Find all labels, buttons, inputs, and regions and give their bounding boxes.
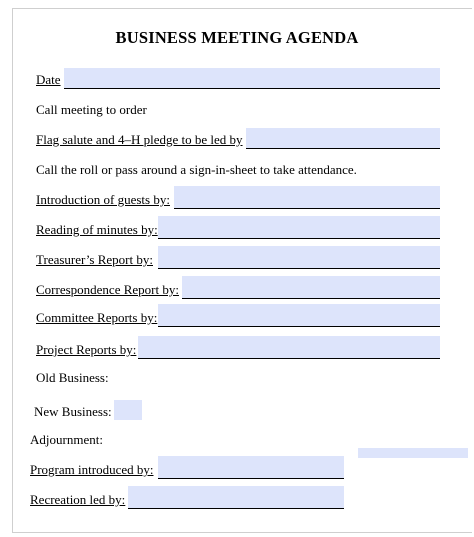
agenda-item-flag-salute: [36, 130, 442, 150]
minutes-label: Reading of minutes by:: [36, 222, 158, 237]
agenda-item-guests: [36, 190, 442, 210]
committee-field[interactable]: [158, 304, 440, 326]
correspondence-field[interactable]: [182, 276, 440, 298]
roll-call-label: Call the roll or pass around a sign-in-sheet to take attendance.: [36, 162, 357, 177]
program-field[interactable]: [158, 456, 344, 478]
program-underline: [158, 478, 344, 479]
correspondence-underline: [182, 298, 440, 299]
agenda-item-call-to-order: [36, 100, 442, 120]
date-label: Date: [36, 72, 61, 87]
date-field[interactable]: [64, 68, 440, 88]
agenda-item-treasurer: [36, 250, 442, 270]
guests-field[interactable]: [174, 186, 440, 208]
committee-underline: [158, 326, 440, 327]
adjournment-field[interactable]: [358, 448, 468, 458]
guests-underline: [174, 208, 440, 209]
new-business-field[interactable]: [114, 400, 142, 420]
committee-label: Committee Reports by:: [36, 310, 158, 325]
minutes-field[interactable]: [158, 216, 440, 238]
agenda-item-minutes: [36, 220, 442, 240]
program-label: Program introduced by:: [30, 462, 154, 477]
recreation-label: Recreation led by:: [30, 492, 126, 507]
flag-salute-field[interactable]: [246, 128, 440, 148]
projects-underline: [138, 358, 440, 359]
agenda-item-committee: [36, 308, 442, 328]
treasurer-field[interactable]: [158, 246, 440, 268]
agenda-item-date: [36, 70, 442, 90]
date-underline: [64, 88, 440, 89]
recreation-underline: [128, 508, 344, 509]
recreation-field[interactable]: [128, 486, 344, 508]
agenda-item-projects: [36, 340, 442, 360]
agenda-item-recreation: [30, 490, 350, 510]
agenda-item-correspondence: [36, 280, 442, 300]
projects-label: Project Reports by:: [36, 342, 137, 357]
agenda-item-program: [30, 460, 350, 480]
flag-salute-underline: [246, 148, 440, 149]
projects-field[interactable]: [138, 336, 440, 358]
treasurer-label: Treasurer’s Report by:: [36, 252, 153, 267]
correspondence-label: Correspondence Report by:: [36, 282, 179, 297]
old-business-label: Old Business:: [36, 370, 109, 385]
page-title: BUSINESS MEETING AGENDA: [115, 28, 359, 47]
new-business-label: New Business:: [34, 404, 112, 419]
agenda-item-old-business: [36, 368, 442, 388]
agenda-item-adjournment: [30, 430, 470, 450]
adjournment-label: Adjournment:: [30, 432, 103, 447]
treasurer-underline: [158, 268, 440, 269]
minutes-underline: [158, 238, 440, 239]
flag-salute-label: Flag salute and 4–H pledge to be led by: [36, 132, 243, 147]
guests-label: Introduction of guests by:: [36, 192, 170, 207]
call-to-order-label: Call meeting to order: [36, 102, 147, 117]
agenda-item-new-business: [34, 402, 440, 422]
agenda-item-roll-call: [36, 160, 456, 180]
